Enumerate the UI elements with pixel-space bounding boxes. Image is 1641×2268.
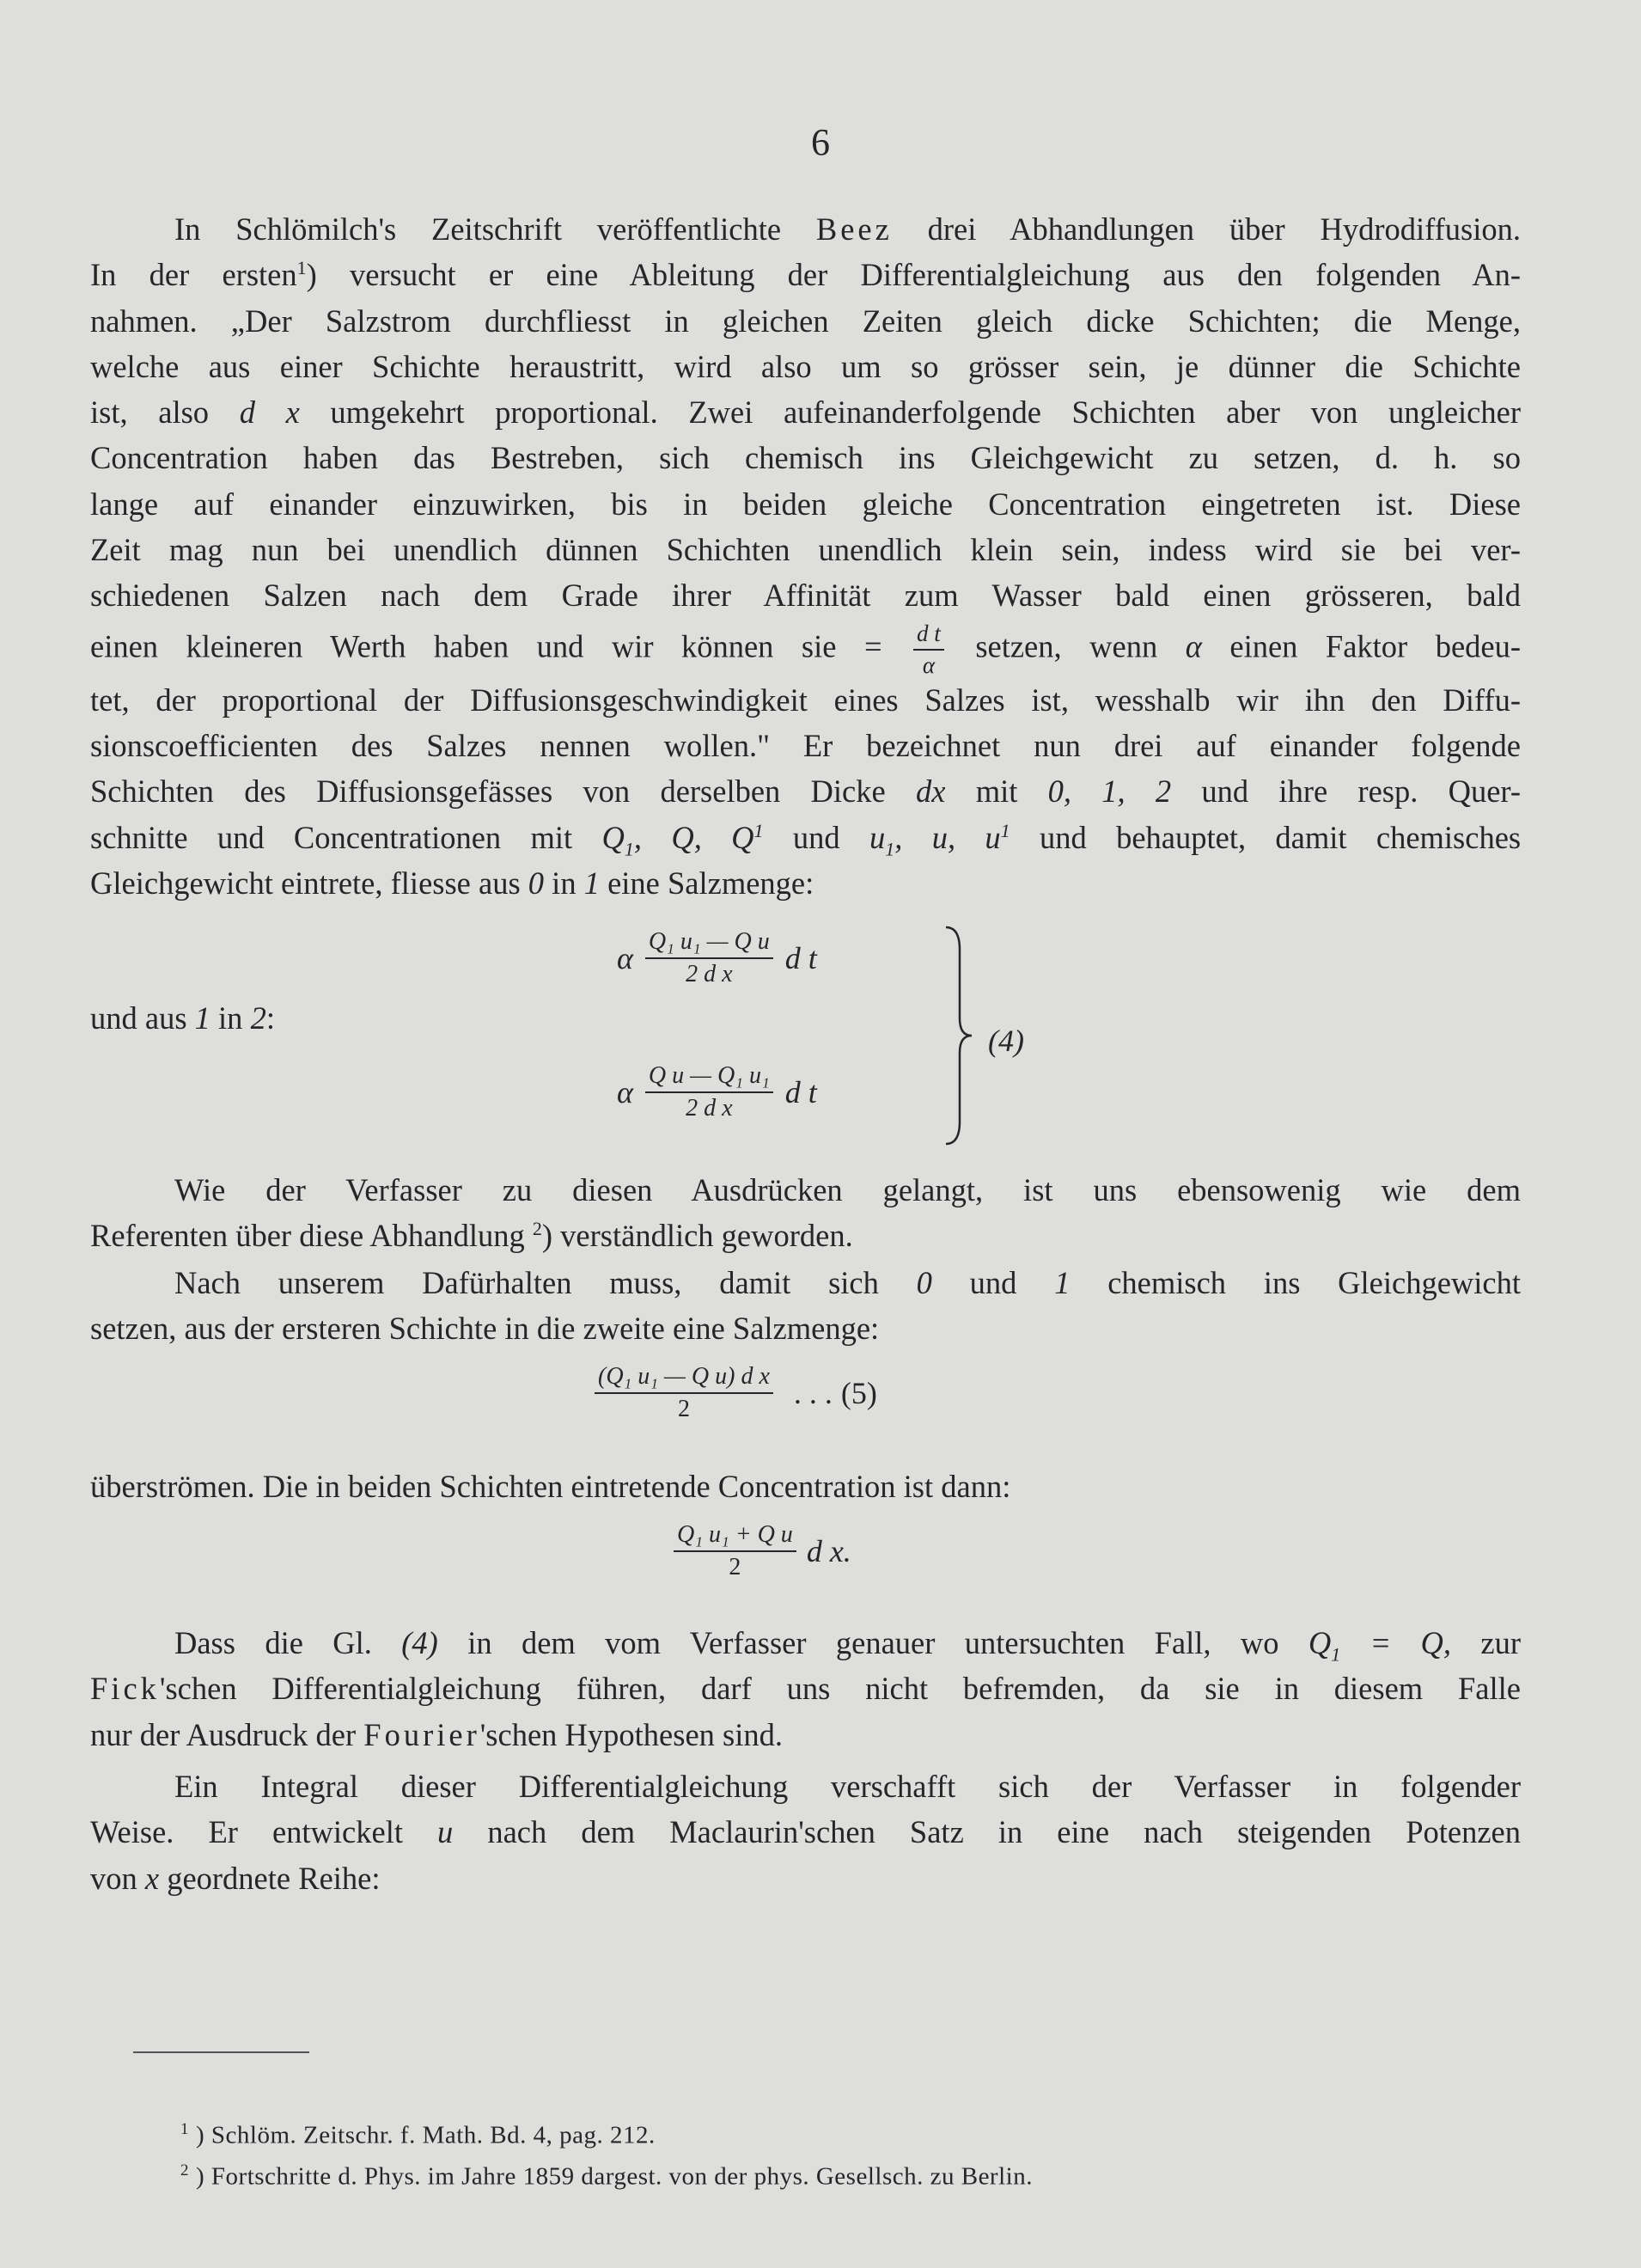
p6-line-2: Weise. Er entwickelt u nach dem Maclaurin'schen Satz in eine nach steigenden Potenzen	[90, 1814, 1522, 1850]
equation-5: $\frac{\text{(Q₁ u₁ — Q u) d x}}{2}$ . . . (5)	[591, 1365, 877, 1421]
fraction-dt-over-alpha: $\frac{\text{d t}}{\alpha}$	[913, 622, 944, 677]
p1-line-11: tet, der proportional der Diffusionsgeschwindigkeit eines Salzes ist, wesshalb wir ihn den Diffu-	[90, 682, 1521, 718]
footnote-divider	[133, 2051, 309, 2053]
p1-line-14: schnitte und Concentrationen mit $Q_1$, Q, $Q^1$ und $u_1$, u, $u^1$ und behauptet, damit chemisches	[90, 819, 1522, 859]
p1-line-5: ist, also d x umgekehrt proportional. Zwei aufeinanderfolgende Schichten aber von ungleicher	[90, 394, 1521, 431]
paragraph-3	[90, 1260, 1521, 1352]
footnote-1: $^1$ ) Schlöm. Zeitschr. f. Math. Bd. 4, pag. 212.	[180, 2120, 656, 2149]
p1-line-3: nahmen. „Der Salzstrom durchfliesst in gleichen Zeiten gleich dicke Schichten; die Menge,	[90, 303, 1521, 339]
name-fick: Fick	[90, 1671, 160, 1707]
paragraph-5	[90, 1620, 1521, 1758]
right-brace-icon	[941, 924, 975, 1147]
equation-4-top: α $\frac{\text{Q₁ u₁ — Q u}}{\text{2 d x}}$ d t	[617, 928, 817, 987]
p5-line-1: Dass die Gl. (4) in dem vom Verfasser genauer untersuchten Fall, wo $Q_1 = Q$, zur	[174, 1625, 1521, 1666]
p2-line-2: Referenten über diese Abhandlung $^2$) verständlich geworden.	[90, 1218, 853, 1254]
equation-4-bottom: α $\frac{\text{Q u — Q₁ u₁}}{\text{2 d x}}$ d t	[617, 1062, 817, 1122]
p1-line-7: lange auf einander einzuwirken, bis in beiden gleiche Concentration eingetreten ist. Diese	[90, 486, 1521, 522]
footnote-ref-2: 2	[532, 1218, 542, 1240]
paragraph-1	[90, 206, 1521, 906]
p1-line-10: einen kleineren Werth haben und wir können sie = $\frac{\text{d t}}{\alpha}$ setzen, wenn α einen Faktor bedeu-	[90, 620, 1522, 678]
p3-line-2: setzen, aus der ersteren Schichte in die zweite eine Salzmenge:	[90, 1311, 880, 1347]
p1-line-2: In der ersten$^1$) versucht er eine Ableitung der Differentialgleichung aus den folgenden An-	[90, 257, 1521, 293]
name-fourier: Fourier	[363, 1716, 480, 1752]
p1-line-8: Zeit mag nun bei unendlich dünnen Schichten unendlich klein sein, indess wird sie bei ver-	[90, 532, 1521, 568]
p1-line-4: welche aus einer Schichte heraustritt, wird also um so grösser sein, je dünner die Schichte	[90, 348, 1521, 384]
p5-line-2: Fick'schen Differentialgleichung führen, darf uns nicht befremden, da sie in diesem Falle	[90, 1671, 1521, 1707]
paragraph-4	[90, 1464, 1521, 1509]
p1-line-15: Gleichgewicht eintrete, fliesse aus 0 in 1 eine Salzmenge:	[90, 865, 814, 901]
p4-line-1: überströmen. Die in beiden Schichten eintretende Concentration ist dann:	[90, 1469, 1011, 1504]
p1-line-6: Concentration haben das Bestreben, sich chemisch ins Gleichgewicht zu setzen, d. h. so	[90, 440, 1521, 476]
p6-line-1: Ein Integral dieser Differentialgleichung verschafft sich der Verfasser in folgender	[174, 1769, 1521, 1804]
equation-4-label: und aus 1 in 2:	[90, 1000, 275, 1036]
p1-line-9: schiedenen Salzen nach dem Grade ihrer Affinität zum Wasser bald einen grösseren, bald	[90, 578, 1521, 614]
equation-concentration: $\frac{\text{Q₁ u₁ + Q u}}{2}$ d x.	[670, 1523, 851, 1580]
footnote-ref-1: 1	[296, 257, 307, 279]
equation-4-number: (4)	[988, 1024, 1024, 1058]
p6-line-3: von x geordnete Reihe:	[90, 1860, 381, 1896]
paragraph-6	[90, 1764, 1521, 1901]
p1-line-1: In Schlömilch's Zeitschrift veröffentlichte Beez drei Abhandlungen über Hydrodiffusion.	[174, 211, 1521, 247]
author-beez: Beez	[815, 211, 893, 247]
p5-line-3: nur der Ausdruck der Fourier'schen Hypothesen sind.	[90, 1716, 783, 1752]
p1-line-12: sionscoefficienten des Salzes nennen wollen." Er bezeichnet nun drei auf einander folgende	[90, 727, 1521, 763]
p2-line-1: Wie der Verfasser zu diesen Ausdrücken gelangt, ist uns ebensowenig wie dem	[174, 1172, 1521, 1207]
page-number: 6	[811, 121, 830, 163]
p3-line-1: Nach unserem Dafürhalten muss, damit sich 0 und 1 chemisch ins Gleichgewicht	[174, 1265, 1521, 1300]
footnote-2: $^2$ ) Fortschritte d. Phys. im Jahre 1859 dargest. von der phys. Gesellsch. zu Berlin.	[180, 2161, 1033, 2191]
p1-line-13: Schichten des Diffusionsgefässes von derselben Dicke dx mit 0, 1, 2 und ihre resp. Quer-	[90, 773, 1522, 810]
paragraph-2	[90, 1167, 1521, 1259]
